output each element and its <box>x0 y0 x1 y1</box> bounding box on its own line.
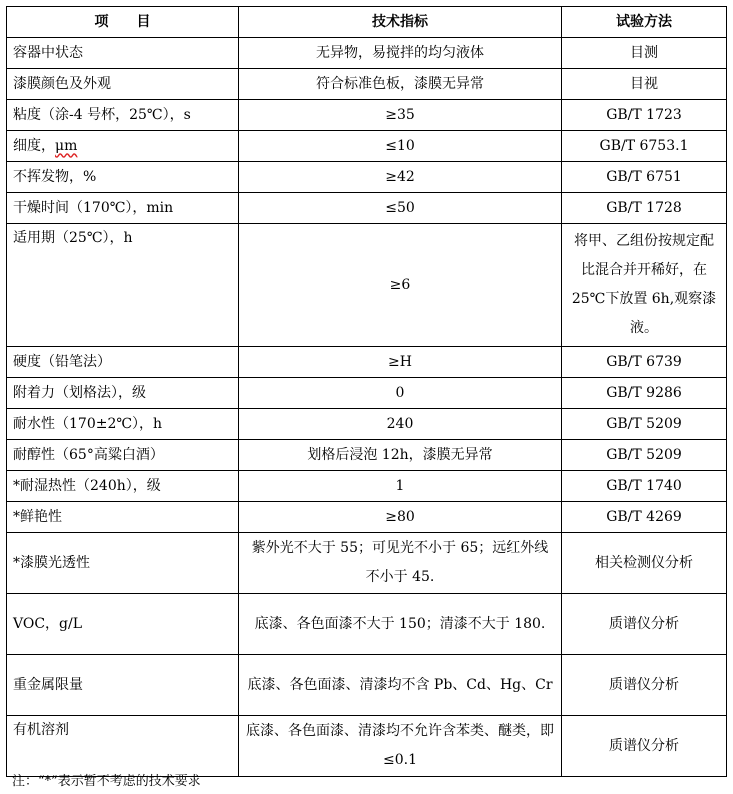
index-cell: ≥42 <box>239 162 562 193</box>
item-cell: 耐醇性（65°高粱白酒） <box>7 440 239 471</box>
index-cell: 无异物，易搅拌的均匀液体 <box>239 38 562 69</box>
index-cell: 0 <box>239 378 562 409</box>
table-row <box>7 409 727 440</box>
table-row <box>7 471 727 502</box>
unit-label: μm <box>55 137 78 154</box>
method-cell: GB/T 6753.1 <box>562 131 727 162</box>
table-row <box>7 655 727 716</box>
table-row <box>7 716 727 777</box>
index-cell: 240 <box>239 409 562 440</box>
index-cell: ≥35 <box>239 100 562 131</box>
method-cell: GB/T 1728 <box>562 193 727 224</box>
table-row <box>7 533 727 594</box>
method-cell: GB/T 5209 <box>562 409 727 440</box>
header-index: 技术指标 <box>239 7 562 38</box>
method-cell: 质谱仪分析 <box>562 655 727 716</box>
method-cell: 目测 <box>562 38 727 69</box>
table-row <box>7 440 727 471</box>
table-row <box>7 162 727 193</box>
index-cell: ≥H <box>239 347 562 378</box>
table-row <box>7 378 727 409</box>
item-cell: *耐湿热性（240h），级 <box>7 471 239 502</box>
method-cell: 相关检测仪分析 <box>562 533 727 594</box>
item-cell: 重金属限量 <box>7 655 239 716</box>
method-cell: 将甲、乙组份按规定配比混合并开稀好，在 25℃下放置 6h,观察漆液。 <box>562 224 727 347</box>
technical-requirements-table <box>6 6 727 777</box>
index-cell: ≤50 <box>239 193 562 224</box>
item-cell: 硬度（铅笔法） <box>7 347 239 378</box>
footnote: 注：“*”表示暂不考虑的技术要求 <box>12 774 201 789</box>
index-cell: 紫外光不大于 55；可见光不小于 65；远红外线不小于 45. <box>239 533 562 594</box>
method-cell: GB/T 9286 <box>562 378 727 409</box>
header-item: 项 目 <box>7 7 239 38</box>
item-cell: 粘度（涂-4 号杯，25℃），s <box>7 100 239 131</box>
item-cell: 附着力（划格法），级 <box>7 378 239 409</box>
method-cell: 质谱仪分析 <box>562 716 727 777</box>
index-cell: 1 <box>239 471 562 502</box>
item-cell: 漆膜颜色及外观 <box>7 69 239 100</box>
index-cell: 划格后浸泡 12h，漆膜无异常 <box>239 440 562 471</box>
index-cell: 底漆、各色面漆不大于 150；清漆不大于 180. <box>239 594 562 655</box>
method-cell: GB/T 4269 <box>562 502 727 533</box>
method-cell: GB/T 1740 <box>562 471 727 502</box>
table-header-row <box>7 7 727 38</box>
index-cell: ≤10 <box>239 131 562 162</box>
item-cell: 不挥发物，% <box>7 162 239 193</box>
item-cell: 容器中状态 <box>7 38 239 69</box>
index-cell: 符合标准色板，漆膜无异常 <box>239 69 562 100</box>
method-cell: GB/T 6751 <box>562 162 727 193</box>
table-row <box>7 193 727 224</box>
item-cell: 耐水性（170±2℃），h <box>7 409 239 440</box>
table-row <box>7 594 727 655</box>
item-cell: 干燥时间（170℃），min <box>7 193 239 224</box>
item-cell: VOC，g/L <box>7 594 239 655</box>
method-cell: GB/T 5209 <box>562 440 727 471</box>
index-cell: ≥6 <box>239 224 562 347</box>
item-cell: 有机溶剂 <box>7 716 239 777</box>
table-row <box>7 100 727 131</box>
table-row <box>7 347 727 378</box>
method-cell: GB/T 1723 <box>562 100 727 131</box>
item-label: 细度， <box>13 137 55 154</box>
table-row <box>7 38 727 69</box>
item-cell: *鲜艳性 <box>7 502 239 533</box>
table-row <box>7 131 727 162</box>
index-cell: 底漆、各色面漆、清漆均不含 Pb、Cd、Hg、Cr <box>239 655 562 716</box>
table-row <box>7 502 727 533</box>
table-row <box>7 224 727 347</box>
item-cell <box>7 131 239 162</box>
method-cell: GB/T 6739 <box>562 347 727 378</box>
item-cell: 适用期（25℃），h <box>7 224 239 347</box>
index-cell: 底漆、各色面漆、清漆均不允许含苯类、醚类，即≤0.1 <box>239 716 562 777</box>
item-cell: *漆膜光透性 <box>7 533 239 594</box>
index-cell: ≥80 <box>239 502 562 533</box>
method-cell: 目视 <box>562 69 727 100</box>
table-row <box>7 69 727 100</box>
header-method: 试验方法 <box>562 7 727 38</box>
method-cell: 质谱仪分析 <box>562 594 727 655</box>
